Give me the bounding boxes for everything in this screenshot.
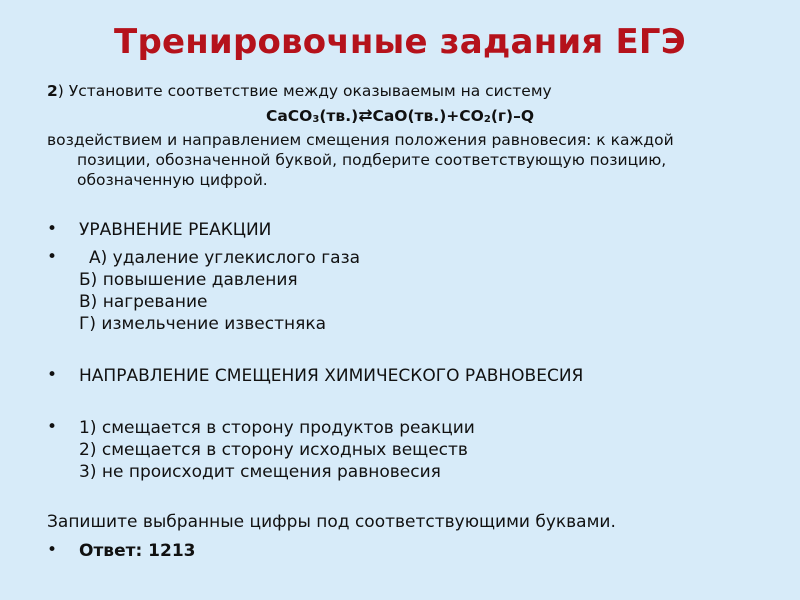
option-1: 1) смещается в сторону продуктов реакции <box>79 418 475 438</box>
eq-product1: CaO(тв.)+CO <box>372 107 484 125</box>
equilibrium-arrow-icon: ⇄ <box>358 106 373 126</box>
reaction-equation <box>0 106 800 126</box>
para-line-1: воздействием и направлением смещения положения равновесия: к каждой <box>47 131 674 149</box>
option-v: В) нагревание <box>79 292 208 312</box>
eq-product2-state: (г)–Q <box>490 107 535 125</box>
option-a: А) удаление углекислого газа <box>89 248 361 268</box>
eq-product2-sub: 2 <box>483 114 491 125</box>
option-2: 2) смещается в сторону исходных веществ <box>79 440 468 460</box>
question-intro-text: ) Установите соответствие между оказываемым на систему <box>57 82 552 100</box>
option-3: 3) не происходит смещения равновесия <box>79 462 441 482</box>
bullet-icon: • <box>47 540 58 560</box>
option-b: Б) повышение давления <box>79 270 298 290</box>
slide-title: Тренировочные задания ЕГЭ <box>114 22 686 62</box>
eq-reactant: CaCO <box>265 107 313 125</box>
bullet-icon: • <box>47 417 58 437</box>
bullet-icon: • <box>47 219 58 239</box>
eq-reactant-state: (тв.) <box>319 107 359 125</box>
eq-reactant-sub: 3 <box>312 114 320 125</box>
heading-reaction-equation: УРАВНЕНИЕ РЕАКЦИИ <box>79 220 272 240</box>
question-intro <box>47 82 552 100</box>
question-number: 2 <box>47 82 58 100</box>
question-paragraph <box>47 130 767 190</box>
bullet-icon: • <box>47 365 58 385</box>
option-g: Г) измельчение известняка <box>79 314 327 334</box>
para-line-3: обозначенную цифрой. <box>77 171 268 189</box>
para-line-2: позиции, обозначенной буквой, подберите соответствующую позицию, <box>77 151 667 169</box>
answer-text: Ответ: 1213 <box>79 541 196 561</box>
instruction-text: Запишите выбранные цифры под соответствующими буквами. <box>47 512 616 532</box>
heading-equilibrium-shift: НАПРАВЛЕНИЕ СМЕЩЕНИЯ ХИМИЧЕСКОГО РАВНОВЕСИЯ <box>79 366 584 386</box>
bullet-icon: • <box>47 247 58 267</box>
